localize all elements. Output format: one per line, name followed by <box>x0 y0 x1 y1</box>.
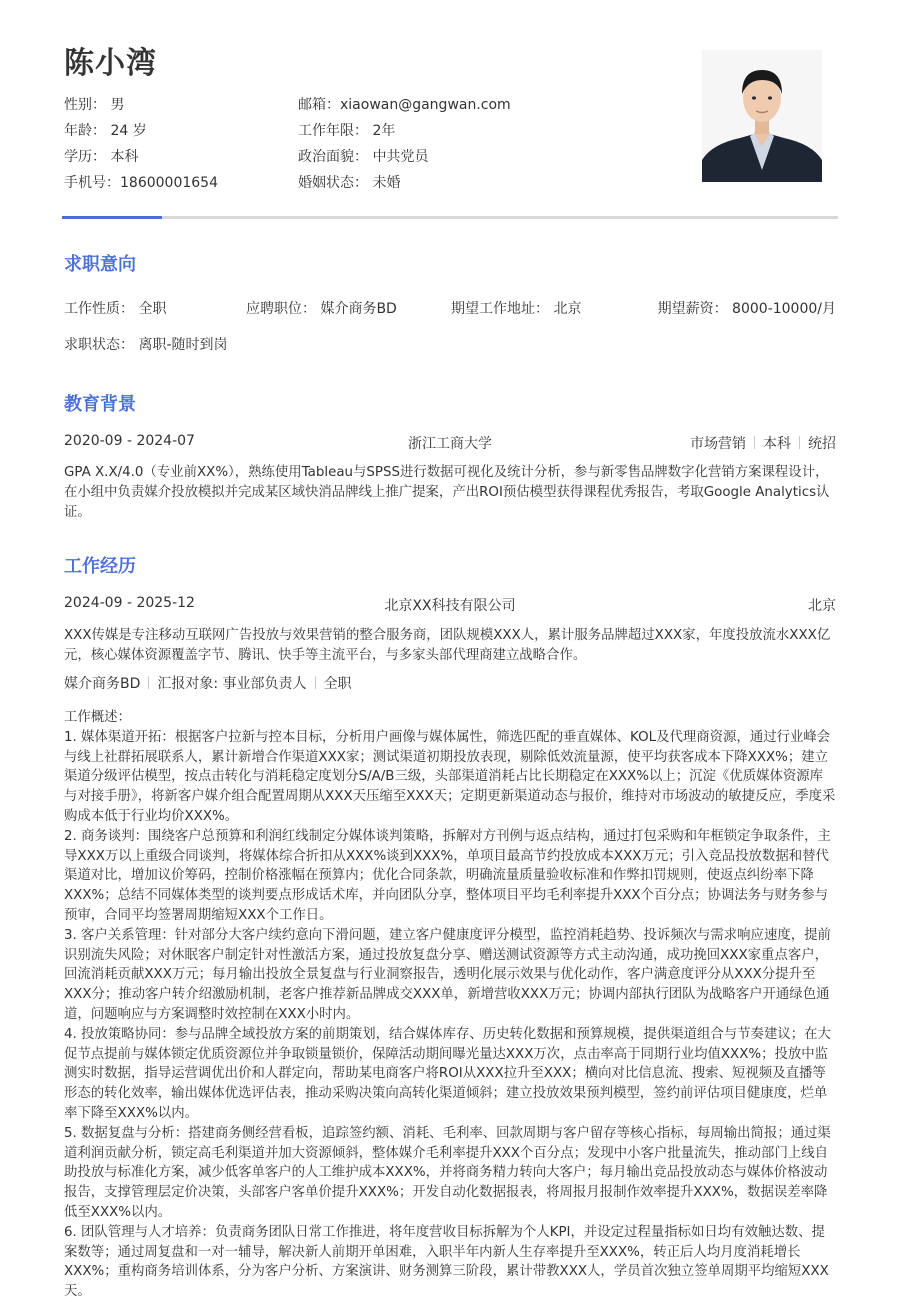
marital-status: 婚姻状态： 未婚 <box>298 175 401 191</box>
education-description <box>64 463 836 522</box>
work-item: 2. 商务谈判：围绕客户总预算和利润红线制定分媒体谈判策略，拆解对方刊例与返点结构，通过打包采购和年框锁定争取条件，主导XXX万以上重级合同谈判，将媒体综合折扣从XXX%谈到XXX%，单项目最高节约投放成本XXX万元；引入竞品投放数据和替代渠道对比，增加议价筹码，控制价格涨幅在预算内；优化合同条款，明确流量质量验收标准和作弊扣罚规则，使返点纠纷率下降XXX%；总结不同媒体类型的谈判要点形成话术库，并向团队分享，整体项目平均毛利率提升XXX个百分点；协调法务与财务参与预审，合同平均签署周期缩短XXX个工作日。 <box>64 828 831 923</box>
political-status: 政治面貌： 中共党员 <box>298 149 429 165</box>
work-overview <box>64 708 836 1302</box>
education-type: 统招 <box>808 436 836 452</box>
work-item: 1. 媒体渠道开拓：根据客户拉新与控本目标，分析用户画像与媒体属性，筛选匹配的垂直媒体、KOL及代理商资源，通过行业峰会与线上社群拓展联系人，累计新增合作渠道XXX家；测试渠道初期投放表现，剔除低效流量源，使平均获客成本下降XXX%；建立渠道分级评估模型，按点击转化与消耗稳定度划分S/A/B三级，头部渠道消耗占比长期稳定在XXX%以上；沉淀《优质媒体资源库与对接手册》，将新客户媒介组合配置周期从XXX天压缩至XXX天；定期更新渠道动态与报价，维持对市场波动的敏捷反应，季度采购成本低于行业均价XXX%。 <box>64 729 836 824</box>
intent-job-type: 工作性质： 全职 <box>64 301 167 317</box>
intent-salary: 期望薪资： 8000-10000/月 <box>657 301 836 317</box>
intent-location: 期望工作地址： 北京 <box>451 301 582 317</box>
education-school: 浙江工商大学 <box>408 436 492 452</box>
separator <box>799 436 800 449</box>
education-period: 2020-09 - 2024-07 <box>64 433 195 449</box>
work-city: 北京 <box>808 598 836 614</box>
intent-status: 求职状态： 离职-随时到岗 <box>64 337 228 353</box>
work-company: 北京XX科技有限公司 <box>384 598 516 614</box>
work-item: 5. 数据复盘与分析：搭建商务侧经营看板，追踪签约额、消耗、毛利率、回款周期与客户留存等核心指标，每周输出简报；通过渠道利润贡献分析，锁定高毛利渠道并加大资源倾斜，整体媒介毛利率提升XXX个百分点；发现中小客户批量流失，推动部门上线自助投放与标准化方案，减少低客单客户的人工维护成本XXX%，并将商务精力转向大客户；每月输出竞品投放动态与媒体价格波动报告，支撑管理层定价决策，头部客户客单价提升XXX%；开发自动化数据报表，将周报月报制作效率提升XXX%，数据误差率降低至XXX%以内。 <box>64 1125 831 1220</box>
work-header <box>64 595 836 615</box>
divider-accent <box>62 216 162 219</box>
work-job-type: 全职 <box>323 676 352 692</box>
section-title-work: 工作经历 <box>64 556 136 577</box>
avatar-photo <box>702 50 822 182</box>
work-tags <box>64 673 352 693</box>
header-divider <box>62 216 838 219</box>
separator <box>754 436 755 449</box>
work-item: 4. 投放策略协同：参与品牌全域投放方案的前期策划，结合媒体库存、历史转化数据和预算规模，提供渠道组合与节奏建议；在大促节点提前与媒体锁定优质资源位并争取锁量锁价，保障活动期间曝光量达XXX万次，点击率高于同期行业均值XXX%；投放中监测实时数据，指导运营调优出价和人群定向，帮助某电商客户将ROI从XXX拉升至XXX；横向对比信息流、搜索、短视频及直播等形态的转化效率，输出媒体优选评估表，推动采购决策向高转化渠道倾斜；建立投放效果预判模型，签约前评估项目健康度，烂单率下降至XXX%以内。 <box>64 1026 831 1121</box>
age: 年龄： 24 岁 <box>64 123 147 139</box>
work-overview-label: 工作概述： <box>64 710 131 725</box>
phone: 手机号：18600001654 <box>64 175 218 191</box>
section-title-education: 教育背景 <box>64 394 136 415</box>
education-header <box>64 433 836 453</box>
email[interactable]: 邮箱：xiaowan@gangwan.com <box>298 97 511 113</box>
company-intro-text: XXX传媒是专注移动互联网广告投放与效果营销的整合服务商，团队规模XXX人，累计服务品牌超过XXX家，年度投放流水XXX亿元，核心媒体资源覆盖字节、腾讯、快手等主流平台，与多家头部代理商建立战略合作。 <box>64 628 831 663</box>
education-degree: 本科 <box>763 436 791 452</box>
education-major: 市场营销 <box>690 436 746 452</box>
education-level: 学历： 本科 <box>64 149 139 165</box>
candidate-name: 陈小湾 <box>64 46 157 81</box>
work-period: 2024-09 - 2025-12 <box>64 595 195 611</box>
education-description-text: GPA X.X/4.0（专业前XX%），熟练使用Tableau与SPSS进行数据可视化及统计分析，参与新零售品牌数字化营销方案课程设计，在小组中负责媒介投放模拟并完成某区域快消品牌线上推广提案，产出ROI预估模型获得课程优秀报告，考取Google Analytics认证。 <box>64 465 830 520</box>
work-role: 媒介商务BD <box>64 676 141 692</box>
work-years: 工作年限： 2年 <box>298 123 396 139</box>
work-report-to: 汇报对象: 事业部负责人 <box>157 676 307 692</box>
separator <box>315 676 316 689</box>
intent-position: 应聘职位： 媒介商务BD <box>246 301 397 317</box>
section-title-intent: 求职意向 <box>64 254 136 275</box>
work-item: 3. 客户关系管理：针对部分大客户续约意向下滑问题，建立客户健康度评分模型，监控消耗趋势、投诉频次与需求响应速度，提前识别流失风险；对休眠客户制定针对性激活方案，通过投放复盘分享、赠送测试资源等方式主动沟通，成功挽回XXX家重点客户，回流消耗贡献XXX万元；每月输出投放全景复盘与行业洞察报告，透明化展示效果与优化动作，客户满意度评分从XXX分提升至XXX分；推动客户转介绍激励机制，老客户推荐新品牌成交XXX单，新增营收XXX万元；协调内部执行团队为战略客户开通绿色通道，问题响应与方案调整时效控制在XXX小时内。 <box>64 927 831 1022</box>
education-tags <box>690 433 836 453</box>
work-item: 6. 团队管理与人才培养：负责商务团队日常工作推进，将年度营收目标拆解为个人KPI，并设定过程量指标如日均有效触达数、提案数等；通过周复盘和一对一辅导，解决新人前期开单困难，入职半年内新人生存率提升至XXX%，转正后人均月度消耗增长XXX%；重构商务培训体系，分为客户分析、方案演讲、财务测算三阶段，累计带教XXX人，学员首次独立签单周期平均缩短XXX天。 <box>64 1224 829 1300</box>
separator <box>148 676 149 689</box>
gender: 性别： 男 <box>64 97 125 113</box>
company-intro <box>64 626 836 666</box>
